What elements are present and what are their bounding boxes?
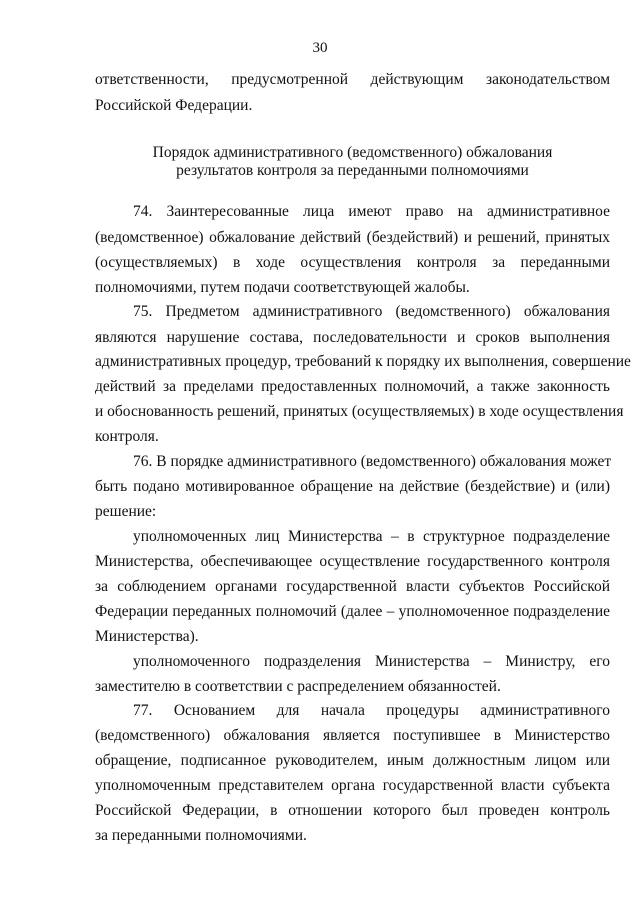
- page-number: 30: [312, 40, 328, 56]
- paragraph-77-line: уполномоченным представителем органа государственной власти субъекта: [95, 777, 610, 794]
- paragraph-76-line: уполномоченных лиц Министерства – в структурное подразделение: [133, 528, 610, 545]
- paragraph-77-line: 77. Основанием для начала процедуры административного: [133, 702, 610, 719]
- paragraph-75-line: и обоснованность решений, принятых (осуществляемых) в ходе осуществления: [95, 403, 624, 420]
- section-heading-line: Порядок административного (ведомственного) обжалования: [152, 144, 553, 161]
- text-line: ответственности, предусмотренной действующим законодательством: [95, 71, 610, 88]
- paragraph-76-line: 76. В порядке административного (ведомственного) обжалования может: [133, 453, 612, 470]
- paragraph-75-line: действий за пределами предоставленных полномочий, а также законность: [95, 378, 610, 395]
- paragraph-74-line: 74. Заинтересованные лица имеют право на административное: [133, 203, 610, 220]
- text-line: Российской Федерации.: [95, 97, 253, 114]
- paragraph-76-line: уполномоченного подразделения Министерства – Министру, его: [133, 653, 610, 670]
- paragraph-76-line: быть подано мотивированное обращение на действие (бездействие) и (или): [95, 478, 610, 495]
- paragraph-75-line: 75. Предметом административного (ведомственного) обжалования: [133, 303, 610, 320]
- paragraph-76-line: за соблюдением органами государственной власти субъектов Российской: [95, 578, 610, 595]
- paragraph-77-line: обращение, подписанное руководителем, иным должностным лицом или: [95, 752, 610, 769]
- paragraph-75-line: контроля.: [95, 428, 159, 445]
- paragraph-76-line: Министерства).: [95, 628, 199, 645]
- paragraph-76-line: Федерации переданных полномочий (далее – уполномоченное подразделение: [95, 603, 610, 620]
- paragraph-77-line: за переданными полномочиями.: [95, 827, 307, 844]
- paragraph-76-line: Министерства, обеспечивающее осуществление государственного контроля: [95, 553, 610, 570]
- paragraph-76-line: решение:: [95, 503, 157, 520]
- paragraph-74-line: (осуществляемых) в ходе осуществления контроля за переданными: [95, 254, 610, 271]
- paragraph-77-line: Российской Федерации, в отношении которого был проведен контроль: [95, 802, 610, 819]
- paragraph-75-line: административных процедур, требований к порядку их выполнения, совершение: [95, 353, 631, 370]
- paragraph-75-line: являются нарушение состава, последовательности и сроков выполнения: [95, 329, 610, 346]
- paragraph-77-line: (ведомственного) обжалования является поступившее в Министерство: [95, 727, 610, 744]
- paragraph-74-line: полномочиями, путем подачи соответствующей жалобы.: [95, 279, 470, 296]
- paragraph-76-line: заместителю в соответствии с распределением обязанностей.: [95, 678, 501, 695]
- paragraph-74-line: (ведомственное) обжалование действий (бездействий) и решений, принятых: [95, 229, 610, 246]
- section-heading-line: результатов контроля за переданными полномочиями: [176, 162, 529, 179]
